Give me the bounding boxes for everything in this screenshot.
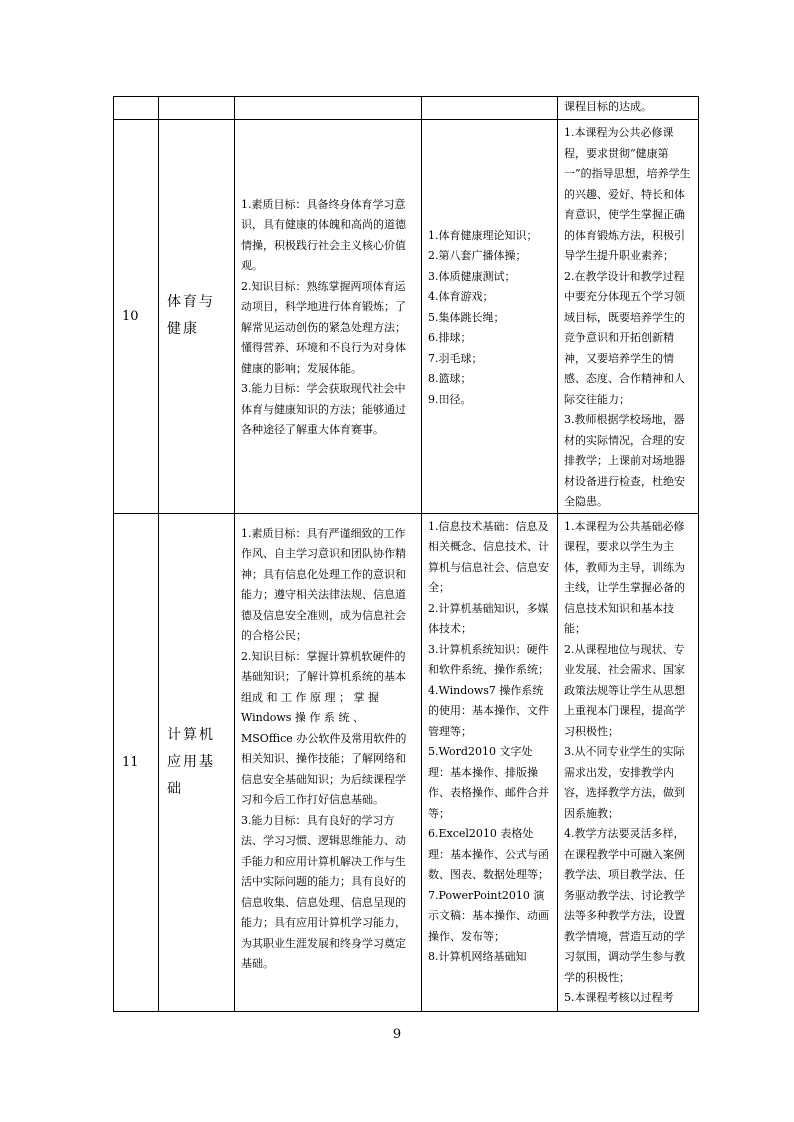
content-item: 5.集体跳长绳； [428,310,505,324]
content-item: 6.排球； [428,331,472,344]
table-row [114,120,699,514]
content-item: 8.计算机网络基础知 [428,950,527,963]
method-cell [558,97,699,120]
method-text: 1.本课程为公共基础必修课程，要求以学生为主体，教师为主导，训练为主线，让学生掌握必备的信息技术知识和基本技能； [564,519,685,635]
method-text: 4.教学方法要灵活多样，在课程教学中可融入案例教学法、项目教学法、任务驱动教学法、讨论教学法等多种教学方法，设置教学情境，营造互动的学习氛围，调动学生参与教学的积极性； [564,827,685,984]
objective-text: 1.素质目标：具备终身体育学习意识，具有健康的体魄和高尚的道德情操，积极践行社会主义核心价值观。 [241,197,406,273]
method-text: 5.本课程考核以过程考 [564,991,674,1004]
content-item: 2.计算机基础知识，多媒体技术； [428,601,549,635]
content-item: 8.篮球； [428,372,472,385]
content-item: 1.信息技术基础：信息及相关概念、信息技术、计算机与信息社会、信息安全； [428,519,549,594]
table-row [114,513,699,1011]
method-text: 1.本课程为公共必修课程，要求贯彻“健康第一”的指导思想，培养学生的兴趣、爱好、特长和体育意识，使学生掌握正确的体育锻炼方法，积极引导学生提升职业素养； [564,126,691,262]
method-cell [558,120,699,514]
objectives-cell [235,120,422,514]
content-item: 2.第八套广播体操； [428,249,527,262]
content-item: 1.体育健康理论知识； [428,228,538,242]
method-text: 3.从不同专业学生的实际需求出发，安排教学内容，选择教学方法，做到因系施教； [564,745,685,820]
method-text: 2.从课程地位与现状、专业发展、社会需求、国家政策法规等让学生从思想上重视本门课程，提高学习积极性； [564,642,685,738]
content-item: 7.羽毛球； [428,351,483,365]
content-cell [422,97,558,120]
method-text: 2.在教学设计和教学过程中要充分体现五个学习领域目标，既要培养学生的竞争意识和开拓创新精神，又要培养学生的情感、态度、合作精神和人际交往能力； [564,269,685,406]
course-name-cell: 体育与健康 [159,120,235,514]
index-cell [114,97,159,120]
content-cell [422,120,558,514]
curriculum-table [113,96,699,1012]
content-item: 5.Word2010 文字处理：基本操作、排版操作、表格操作、邮件合并等； [428,745,549,820]
objective-text: 1.素质目标：具有严谨细致的工作作风、自主学习意识和团队协作精神；具有信息化处理工作的意识和能力；遵守相关法律法规、信息道德及信息安全准则，成为信息社会的合格公民； [241,526,406,642]
page-number: 9 [392,1027,402,1042]
method-text: 课程目标的达成。 [564,100,652,113]
content-item: 7.PowerPoint2010 演示文稿：基本操作、动画操作、发布等； [428,888,549,943]
objective-text: 2.知识目标：熟练掌握两项体育运动项目，科学地进行体育锻炼；了解常见运动创伤的紧急处理方法；懂得营养、环境和不良行为对身体健康的影响；发展体能。 [241,279,406,375]
content-item: 6.Excel2010 表格处理：基本操作、公式与函数、图表、数据处理等； [428,827,549,881]
objective-text: 2.知识目标：掌握计算机软硬件的基础知识；了解计算机系统的基本组成 和 工 作 原 理 ； 掌 握 Windows 操 作 系 统 、 MSOffice 办公软件及常用软件的相关知识、操作技能；了解网络和信息安全基础知识；为后续课程学习和今后工作打好信息基础。 [241,649,407,806]
content-item: 3.体质健康测试； [428,269,516,283]
course-name-cell: 计算机应用基础 [159,513,235,1011]
objective-text: 3.能力目标：具有良好的学习方法、学习习惯、逻辑思维能力、动手能力和应用计算机解决工作与生活中实际问题的能力；具有良好的信息收集、信息处理、信息呈现的能力；具有应用计算机学习能力，为其职业生涯发展和终身学习奠定基础。 [241,813,406,970]
method-cell [558,513,699,1011]
content-item: 4.体育游戏； [428,290,494,303]
objective-text: 3.能力目标：学会获取现代社会中体育与健康知识的方法；能够通过各种途径了解重大体育赛事。 [241,382,406,437]
index-cell: 10 [114,120,159,514]
index-cell: 11 [114,513,159,1011]
content-cell [422,513,558,1011]
objectives-cell [235,97,422,120]
content-item: 4.Windows7 操作系统的使用：基本操作、文件管理等； [428,683,549,738]
table-row [114,97,699,120]
objectives-cell [235,513,422,1011]
content-item: 9.田径。 [428,392,472,406]
course-name-cell [159,97,235,120]
method-text: 3.教师根据学校场地，器材的实际情况，合理的安排教学；上课前对场地器材设备进行检查，杜绝安全隐患。 [564,413,685,508]
content-item: 3.计算机系统知识：硬件和软件系统、操作系统； [428,642,549,676]
